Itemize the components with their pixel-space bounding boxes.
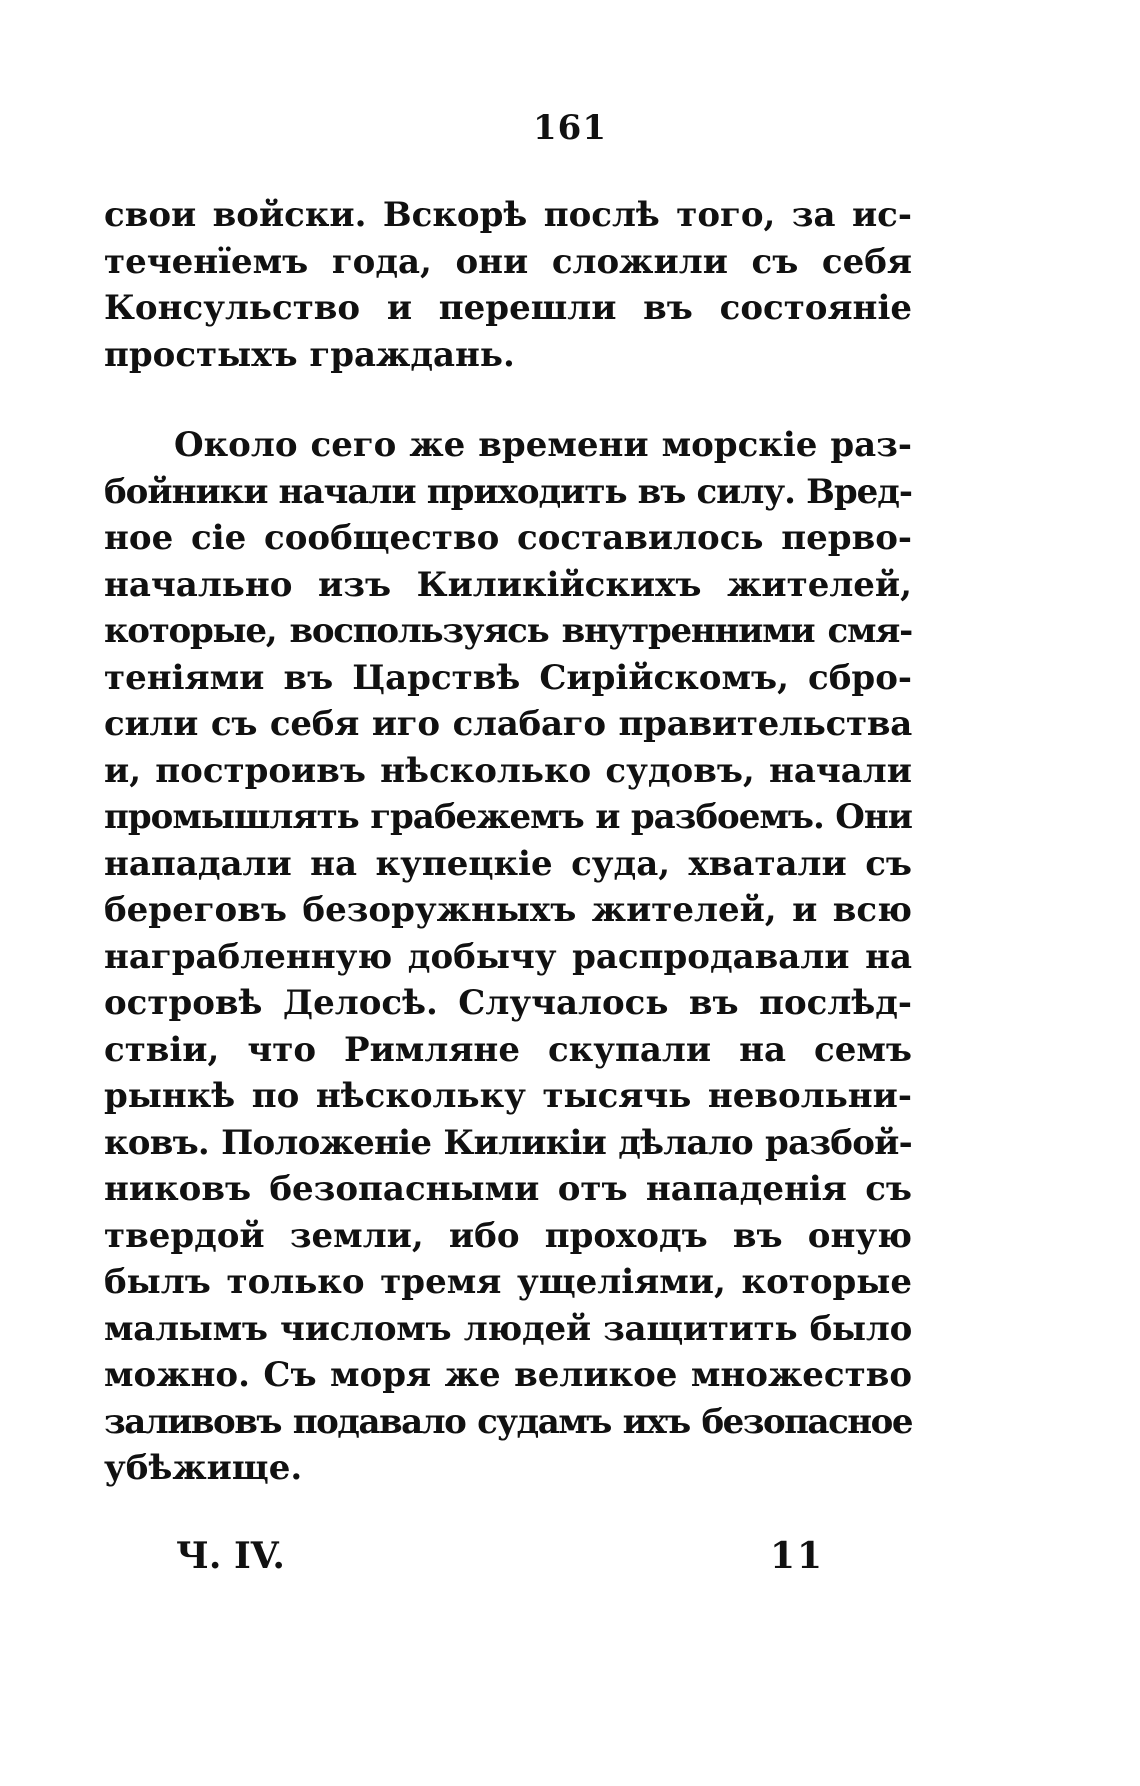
text-line: былъ только тремя ущеліями, которые [104, 1262, 912, 1302]
gathering-signature: 11 [770, 1535, 825, 1577]
text-line: ствіи, что Римляне скупали на семъ [104, 1029, 912, 1070]
volume-signature: Ч. IV. [176, 1535, 285, 1577]
paragraph-2 [104, 422, 912, 1492]
text-line: ное сіе сообщество составилось перво- [104, 518, 912, 558]
text-line: сили съ себя иго слабаго правительства [104, 704, 912, 744]
text-line: начально изъ Киликійскихъ жителей, [104, 564, 912, 605]
text-line: награбленную добычу распродавали на [104, 936, 912, 977]
text-line: простыхъ граждань. [104, 334, 515, 375]
text-line: заливовъ подавало судамъ ихъ безопасное [104, 1401, 912, 1442]
text-line: рынкѣ по нѣскольку тысячь невольни- [104, 1076, 912, 1116]
text-line: островѣ Делосѣ. Случалось въ послѣд- [104, 983, 912, 1023]
text-line: никовъ безопасными отъ нападенія съ [104, 1169, 912, 1209]
paragraph-1 [104, 192, 912, 378]
text-line: Консульство и перешли въ состояніе [104, 288, 912, 328]
text-line: которые, воспользуясь внутренними смя- [104, 611, 912, 651]
text-line: теченїемъ года, они сложили съ себя [104, 241, 912, 282]
text-line: и, построивъ нѣсколько судовъ, начали [104, 750, 912, 791]
text-line: теніями въ Царствѣ Сирійскомъ, сбро- [104, 657, 912, 698]
text-line: убѣжище. [104, 1448, 303, 1488]
text-line: Около сего же времени морскіе раз- [174, 425, 912, 465]
text-line: твердой земли, ибо проходъ въ оную [104, 1215, 912, 1256]
text-line: ковъ. Положеніе Киликіи дѣлало разбой- [104, 1122, 912, 1163]
page-number: 161 [533, 108, 607, 148]
text-line: нападали на купецкіе суда, хватали съ [104, 843, 912, 884]
text-line: малымъ числомъ людей защитить было [104, 1308, 912, 1349]
text-line: можно. Съ моря же великое множество [104, 1355, 912, 1395]
text-line: береговъ безоружныхъ жителей, и всю [104, 890, 912, 930]
text-line: бойники начали приходить въ силу. Вред- [104, 471, 912, 512]
text-line: свои войски. Вскорѣ послѣ того, за ис- [104, 195, 912, 235]
text-line: промышлять грабежемъ и разбоемъ. Они [104, 797, 912, 837]
